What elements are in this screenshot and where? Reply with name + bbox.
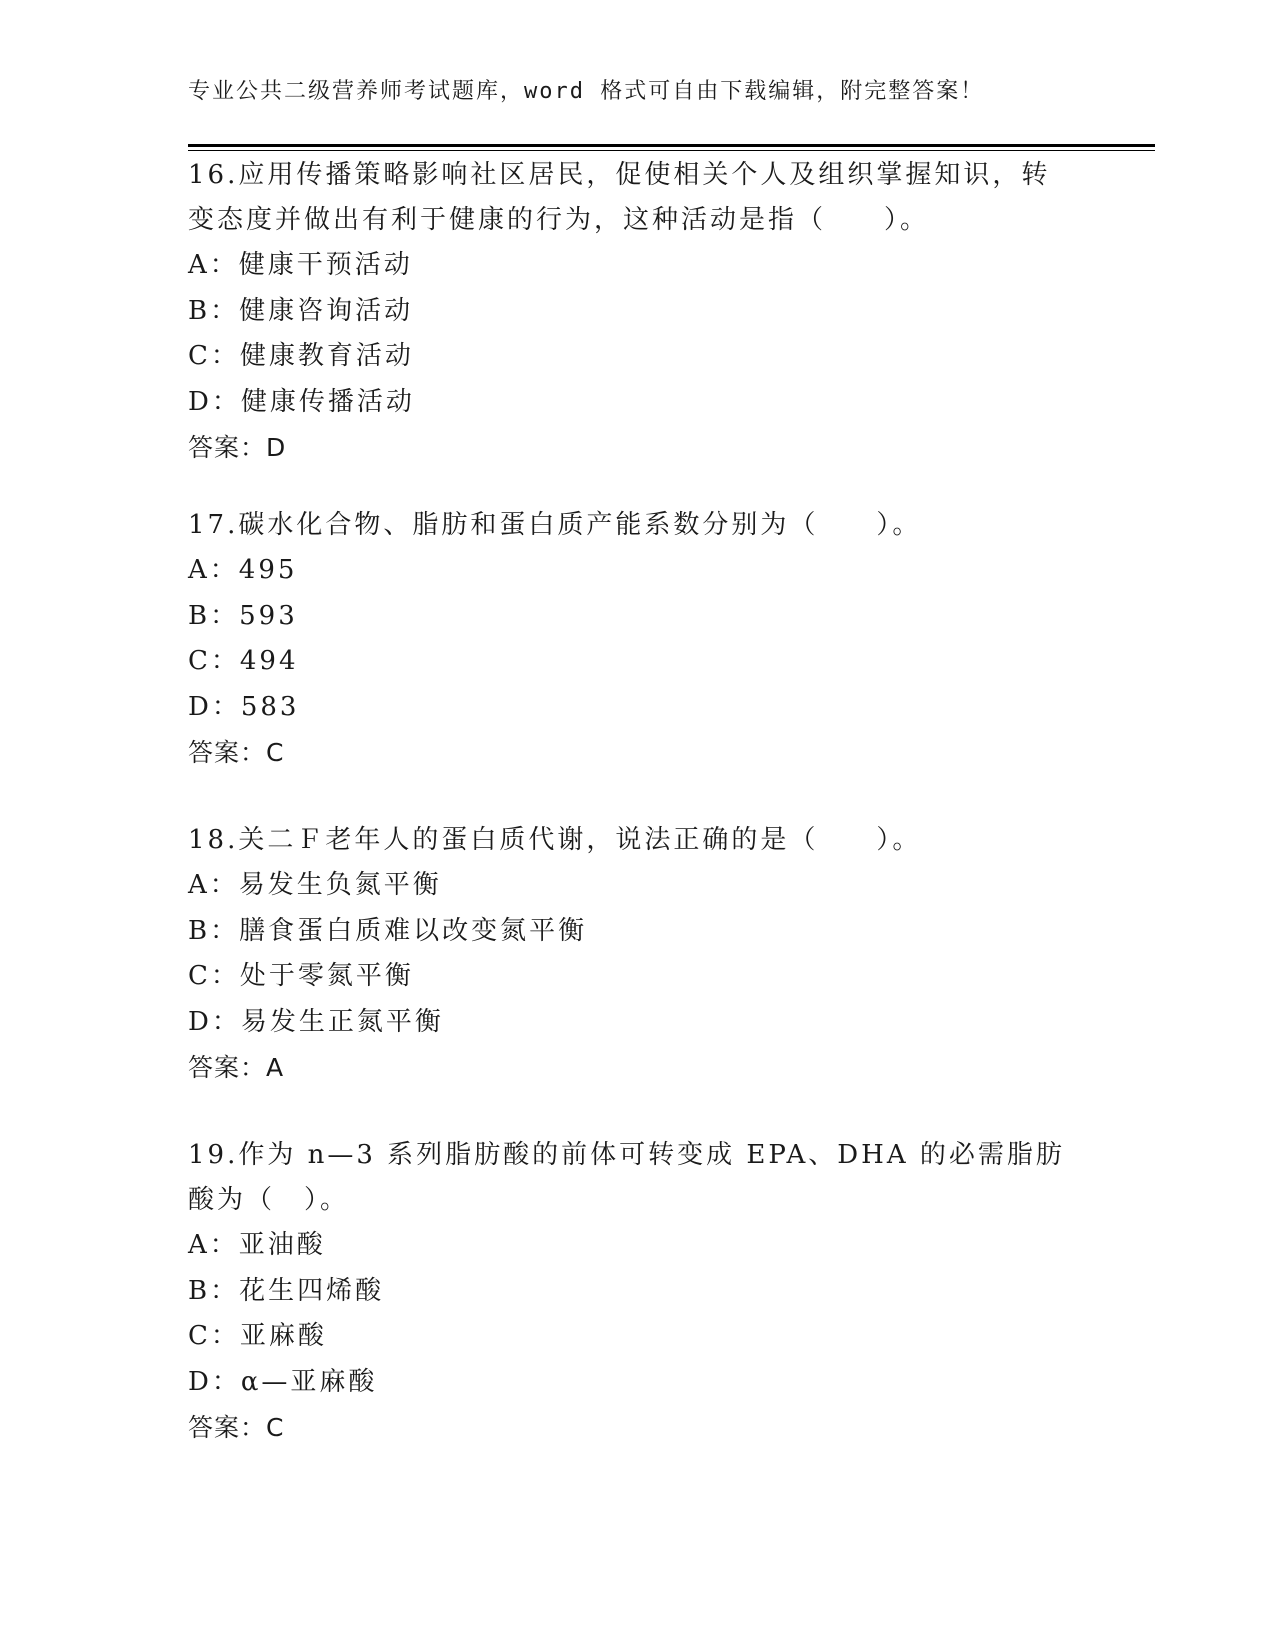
option-a: A：亚油酸 xyxy=(188,1230,326,1260)
question-stem: 17.碳水化合物、脂肪和蛋白质产能系数分别为（ ）。 xyxy=(188,510,922,540)
option-b: B：花生四烯酸 xyxy=(188,1275,385,1306)
question-19 xyxy=(188,1133,1078,1450)
option-d: D：易发生正氮平衡 xyxy=(188,1006,444,1037)
option-c: C：处于零氮平衡 xyxy=(188,961,414,991)
option-d: D：α—亚麻酸 xyxy=(188,1366,378,1397)
answer: 答案：C xyxy=(188,1413,285,1442)
option-d: D：健康传播活动 xyxy=(188,386,415,417)
page-header: 专业公共二级营养师考试题库，word 格式可自由下载编辑，附完整答案！ xyxy=(188,79,985,104)
question-17 xyxy=(188,503,1078,775)
option-c: C：健康教育活动 xyxy=(188,341,414,371)
option-b: B：膳食蛋白质难以改变氮平衡 xyxy=(188,915,588,946)
question-16 xyxy=(188,153,1078,470)
question-stem: 16.应用传播策略影响社区居民，促使相关个人及组织掌握知识，转变态度并做出有利于健康的行为，这种活动是指（ ）。 xyxy=(188,160,1051,235)
option-a: A：易发生负氮平衡 xyxy=(188,870,442,900)
question-stem: 19.作为 n—3 系列脂肪酸的前体可转变成 EPA、DHA 的必需脂肪酸为（ ）。 xyxy=(188,1140,1065,1215)
question-stem: 18.关二Ｆ老年人的蛋白质代谢，说法正确的是（ ）。 xyxy=(188,825,922,855)
answer: 答案：A xyxy=(188,1053,285,1082)
answer: 答案：D xyxy=(188,433,287,462)
option-a: A：健康干预活动 xyxy=(188,250,413,280)
question-18 xyxy=(188,818,1078,1090)
answer: 答案：C xyxy=(188,738,285,767)
option-c: C：494 xyxy=(188,646,299,676)
header-rule-thick xyxy=(188,144,1155,147)
option-b: B：593 xyxy=(188,600,298,631)
option-d: D：583 xyxy=(188,691,300,722)
option-b: B：健康咨询活动 xyxy=(188,295,414,326)
option-c: C：亚麻酸 xyxy=(188,1321,327,1351)
option-a: A：495 xyxy=(188,555,298,585)
header-rule-thin xyxy=(188,150,1155,151)
